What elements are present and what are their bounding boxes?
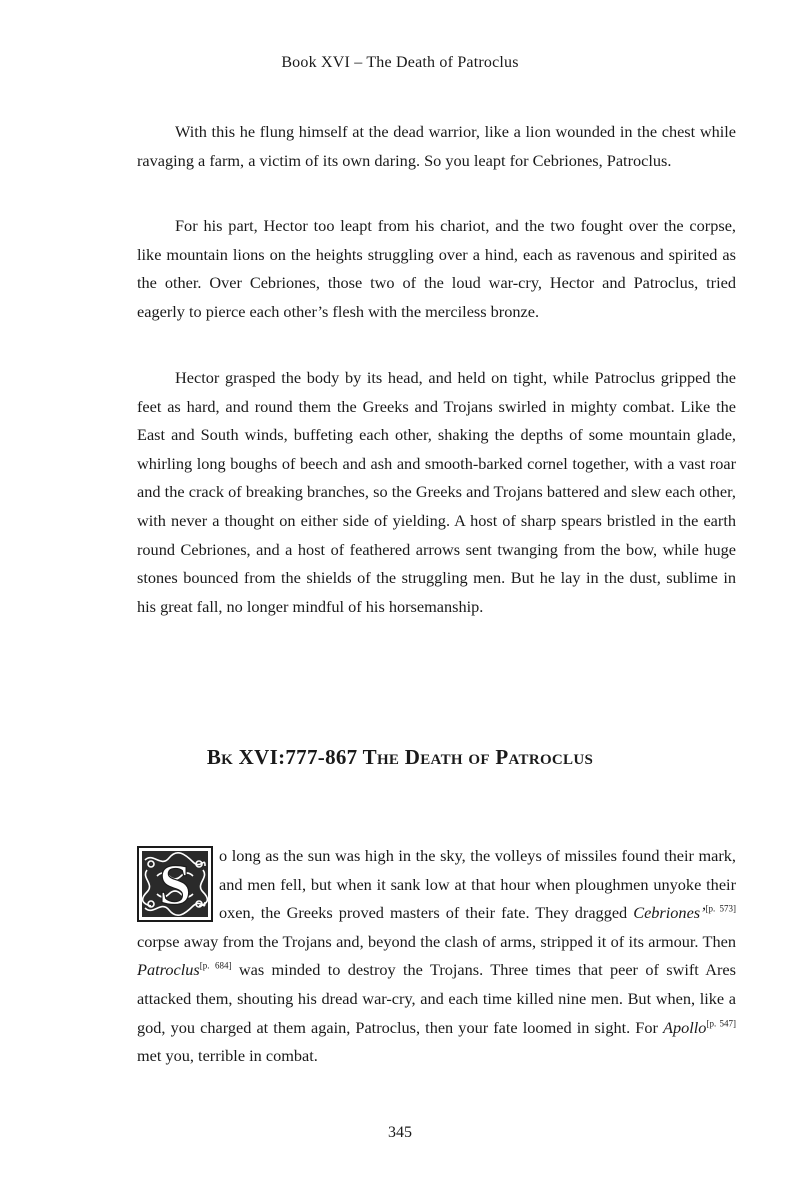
paragraph-1-text: With this he flung himself at the dead warrior, like a lion wounded in the chest while ravaging a farm, a victim of its own daring. So you leapt for Cebriones, Patroclus. [137, 122, 736, 170]
ref-name-cebriones[interactable]: Cebriones’ [633, 903, 706, 923]
page-ref-cebriones[interactable]: [p. 573] [705, 903, 736, 914]
ref-name-apollo[interactable]: Apollo [663, 1017, 707, 1037]
page-ref-apollo[interactable]: [p. 547] [706, 1018, 736, 1029]
paragraph-1 [137, 118, 736, 175]
paragraph-4-seg-2: corpse away from the Trojans and, beyond the clash of arms, stripped it of its armour. Then [137, 931, 736, 951]
page-ref-patroclus[interactable]: [p. 684] [199, 960, 232, 971]
ref-name-patroclus[interactable]: Patroclus [137, 960, 200, 980]
paragraph-3-text: Hector grasped the body by its head, and held on tight, while Patroclus gripped the feet as hard, and round them the Greeks and Trojans swirled in mighty combat. Like the East and South winds, buffeting each other, shaking the depths of some mountain glade, whirling long boughs of beech and ash and smooth-barked cornel together, with a vast roar and the crack of breaking branches, so the Greeks and Trojans battered and slew each other, with never a thought on either side of yielding. A host of sharp spears bristled in the earth round Cebriones, and a host of feathered arrows sent twanging from the bow, while huge stones bounced from the shields of the struggling men. But he lay in the dust, sublime in his great fall, no longer mindful of his horsemanship. [137, 368, 736, 616]
paragraph-2 [137, 212, 736, 326]
paragraph-2-text: For his part, Hector too leapt from his chariot, and the two fought over the corpse, like mountain lions on the heights struggling over a hind, each as ravenous and spirited as the other. Over Cebriones, those two of the loud war-cry, Hector and Patroclus, tried eagerly to pierce each other’s flesh with the merciless bronze. [137, 216, 736, 321]
section-heading: Bk XVI:777-867 The Death of Patroclus [206, 745, 594, 769]
paragraph-3 [137, 364, 736, 621]
running-header: Book XVI – The Death of Patroclus [281, 54, 519, 71]
dropcap-letter: S [158, 852, 192, 917]
paragraph-4-seg-3: was minded to destroy the Trojans. Three times that peer of swift Ares attacked them, shouting his dread war-cry, and each time killed nine men. But when, like a god, you charged at them again, Patroclus, then your fate loomed in sight. For [137, 960, 736, 1037]
paragraph-4-seg-4: met you, terrible in combat. [137, 1046, 318, 1066]
paragraph-4 [137, 842, 736, 1071]
ornamental-dropcap-icon [137, 846, 213, 922]
paragraph-4-seg-1: o long as the sun was high in the sky, the volleys of missiles found their mark, and men fell, but when it sank low at that hour when ploughmen unyoke their oxen, the Greeks proved masters of their fate. They dragged [219, 846, 736, 923]
page-number: 345 [388, 1124, 412, 1141]
